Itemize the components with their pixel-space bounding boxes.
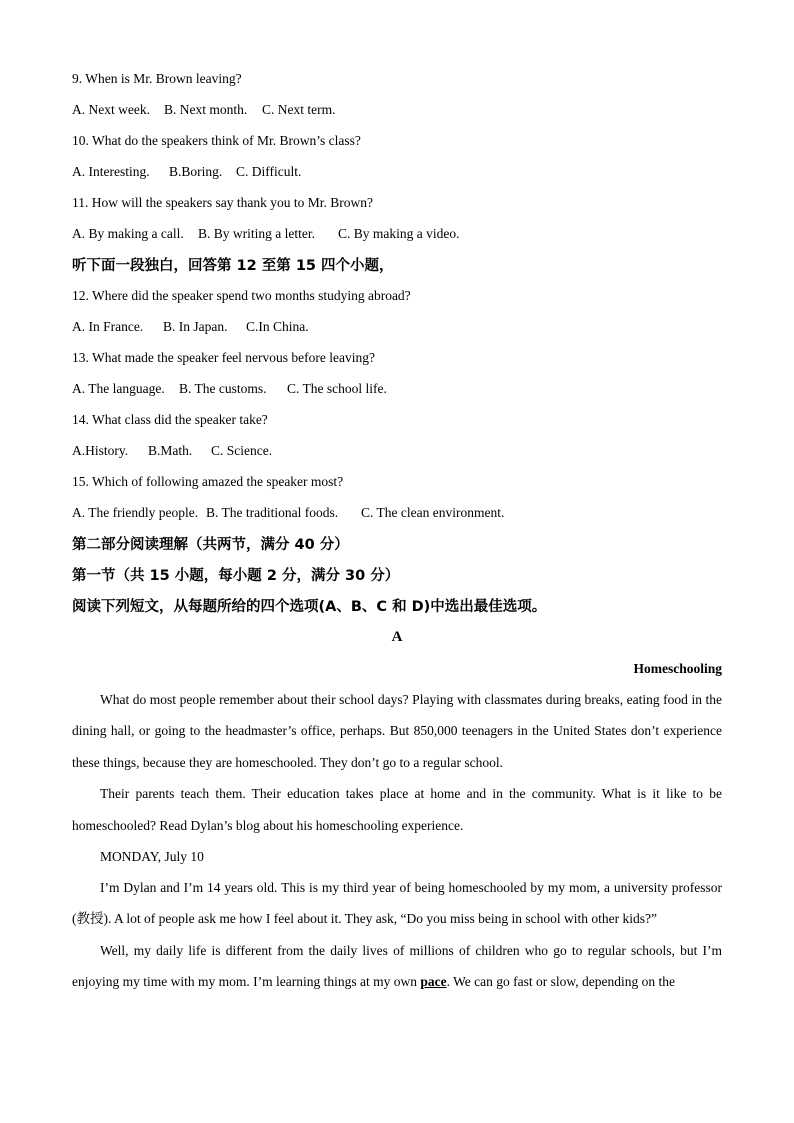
option-c: C. Next term. bbox=[262, 101, 336, 117]
option-a: A. The language. bbox=[72, 380, 165, 396]
option-c: C. The clean environment. bbox=[361, 504, 505, 520]
option-a: A. Interesting. bbox=[72, 163, 150, 179]
question-15: 15. Which of following amazed the speaker most? bbox=[72, 473, 344, 489]
blog-date: MONDAY, July 10 bbox=[100, 849, 204, 865]
option-b: B. Next month. bbox=[164, 101, 248, 117]
question-13: 13. What made the speaker feel nervous before leaving? bbox=[72, 349, 375, 365]
option-b: B. The traditional foods. bbox=[206, 504, 339, 520]
option-a: A.History. bbox=[72, 442, 129, 458]
passage-title: Homeschooling bbox=[633, 661, 722, 676]
paragraph-4-tail: . We can go fast or slow, depending on the bbox=[446, 974, 675, 990]
option-b: B.Math. bbox=[148, 442, 193, 458]
options-9 bbox=[72, 94, 722, 125]
option-a: A. Next week. bbox=[72, 101, 150, 117]
option-c: C.In China. bbox=[246, 318, 309, 334]
option-a: A. By making a call. bbox=[72, 225, 184, 241]
options-15 bbox=[72, 497, 722, 528]
question-12: 12. Where did the speaker spend two months studying abroad? bbox=[72, 287, 411, 303]
option-b: B. In Japan. bbox=[163, 318, 228, 334]
paragraph-4-text: Well, my daily life is different from the daily lives of millions of children who go to regular schools, but I’m enjoying my time with my mom. I’m learning things at my own bbox=[72, 942, 722, 990]
option-c: C. The school life. bbox=[287, 380, 387, 396]
option-b: B. The customs. bbox=[179, 380, 267, 396]
option-a: A. The friendly people. bbox=[72, 504, 199, 520]
options-10 bbox=[72, 156, 722, 187]
part2-heading: 第二部分阅读理解（共两节，满分 40 分） bbox=[72, 537, 349, 553]
question-14: 14. What class did the speaker take? bbox=[72, 411, 268, 427]
option-b: B. By writing a letter. bbox=[198, 225, 315, 241]
option-c: C. By making a video. bbox=[338, 225, 460, 241]
passage-paragraph-4 bbox=[72, 935, 722, 998]
option-a: A. In France. bbox=[72, 318, 144, 334]
option-c: C. Science. bbox=[211, 442, 273, 458]
question-11: 11. How will the speakers say thank you to Mr. Brown? bbox=[72, 194, 373, 210]
passage-paragraph-3: I’m Dylan and I’m 14 years old. This is my third year of being homeschooled by my mom, a university professor (教授). A lot of people ask me how I feel about it. They ask, “Do you miss being in school with other kids?” bbox=[72, 880, 722, 927]
options-13 bbox=[72, 373, 722, 404]
option-c: C. Difficult. bbox=[236, 163, 302, 179]
question-10: 10. What do the speakers think of Mr. Brown’s class? bbox=[72, 132, 361, 148]
reading-instruction: 阅读下列短文，从每题所给的四个选项(A、B、C 和 D)中选出最佳选项。 bbox=[72, 599, 547, 615]
section1-heading: 第一节（共 15 小题，每小题 2 分，满分 30 分） bbox=[72, 568, 400, 584]
passage-letter: A bbox=[391, 629, 403, 645]
options-12 bbox=[72, 311, 722, 342]
document-page bbox=[72, 63, 722, 998]
passage-paragraph-2: Their parents teach them. Their education takes place at home and in the community. What is it like to be homeschooled? Read Dylan’s blog about his homeschooling experience. bbox=[72, 786, 722, 833]
options-14 bbox=[72, 435, 722, 466]
monologue-heading: 听下面一段独白，回答第 12 至第 15 四个小题， bbox=[72, 258, 394, 274]
underlined-word-pace: pace bbox=[420, 974, 447, 990]
passage-paragraph-1: What do most people remember about their school days? Playing with classmates during breaks, eating food in the dining hall, or going to the headmaster’s office, perhaps. But 850,000 teenagers in the United States don’t experience these things, because they are homeschooled. They don’t go to a regular school. bbox=[72, 692, 722, 770]
question-9: 9. When is Mr. Brown leaving? bbox=[72, 70, 242, 86]
option-b: B.Boring. bbox=[169, 163, 223, 179]
options-11 bbox=[72, 218, 722, 249]
